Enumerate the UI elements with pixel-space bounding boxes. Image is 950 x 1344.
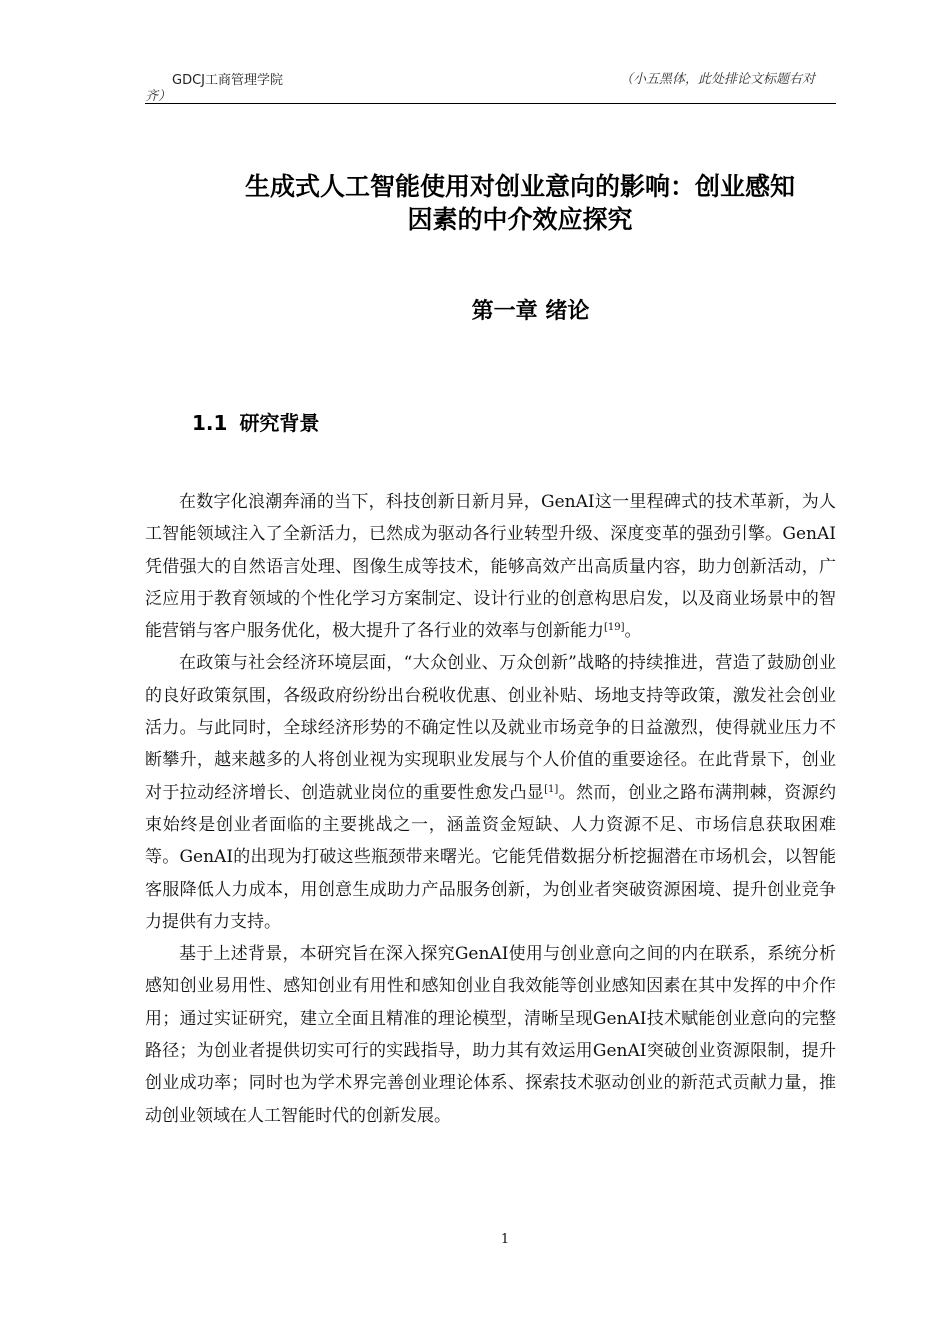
paragraph-1-text: 在数字化浪潮奔涌的当下，科技创新日新月异，GenAI这一里程碑式的技术革新，为人工智能领域注入了全新活力，已然成为驱动各行业转型升级、深度变革的强劲引擎。GenAI凭借强大的自然语言处理、图像生成等技术，能够高效产出高质量内容，助力创新活动，广泛应用于教育领域的个性化学习方案制定、设计行业的创意构思启发，以及商业场景中的智能营销与客户服务优化，极大提升了各行业的效率与创新能力 [145, 492, 836, 642]
citation-19: [19] [604, 622, 625, 634]
header-divider [145, 103, 836, 104]
header-institution: GDCJ工商管理学院 [172, 73, 283, 88]
paragraph-1 [145, 486, 836, 647]
paragraph-1-end: 。 [624, 621, 642, 642]
section-number: 1.1 [192, 411, 228, 435]
paper-title-line-2: 因素的中介效应探究 [407, 205, 633, 234]
header-title-note-continued: 齐） [145, 89, 172, 104]
body-text [145, 486, 836, 1132]
paper-title-line-1: 生成式人工智能使用对创业意向的影响：创业感知 [244, 172, 795, 201]
paragraph-2-text-a: 在政策与社会经济环境层面，“大众创业、万众创新”战略的持续推进，营造了鼓励创业的良好政策氛围，各级政府纷纷出台税收优惠、创业补贴、场地支持等政策，激发社会创业活力。与此同时，全球经济形势的不确定性以及就业市场竞争的日益激烈，使得就业压力不断攀升，越来越多的人将创业视为实现职业发展与个人价值的重要途径。在此背景下，创业对于拉动经济增长、创造就业岗位的重要性愈发凸显 [145, 653, 836, 803]
citation-1: [1] [544, 783, 559, 795]
paper-title [200, 170, 840, 236]
section-heading [192, 407, 319, 436]
page-number: 1 [500, 1232, 510, 1247]
chapter-heading: 第一章 绪论 [471, 299, 590, 324]
header-title-note: （小五黑体，此处排论文标题右对 [620, 72, 816, 87]
paragraph-2 [145, 647, 836, 938]
paragraph-2-text-b: 。然而，创业之路布满荆棘，资源约束始终是创业者面临的主要挑战之一，涵盖资金短缺、人力资源不足、市场信息获取困难等。GenAI的出现为打破这些瓶颈带来曙光。它能凭借数据分析挖掘潜在市场机会，以智能客服降低人力成本，用创意生成助力产品服务创新，为创业者突破资源困境、提升创业竞争力提供有力支持。 [145, 782, 837, 932]
paragraph-3: 基于上述背景，本研究旨在深入探究GenAI使用与创业意向之间的内在联系，系统分析感知创业易用性、感知创业有用性和感知创业自我效能等创业感知因素在其中发挥的中介作用；通过实证研究，建立全面且精准的理论模型，清晰呈现GenAI技术赋能创业意向的完整路径；为创业者提供切实可行的实践指导，助力其有效运用GenAI突破创业资源限制，提升创业成功率；同时也为学术界完善创业理论体系、探索技术驱动创业的新范式贡献力量，推动创业领域在人工智能时代的创新发展。 [145, 944, 836, 1126]
section-title: 研究背景 [239, 411, 320, 435]
